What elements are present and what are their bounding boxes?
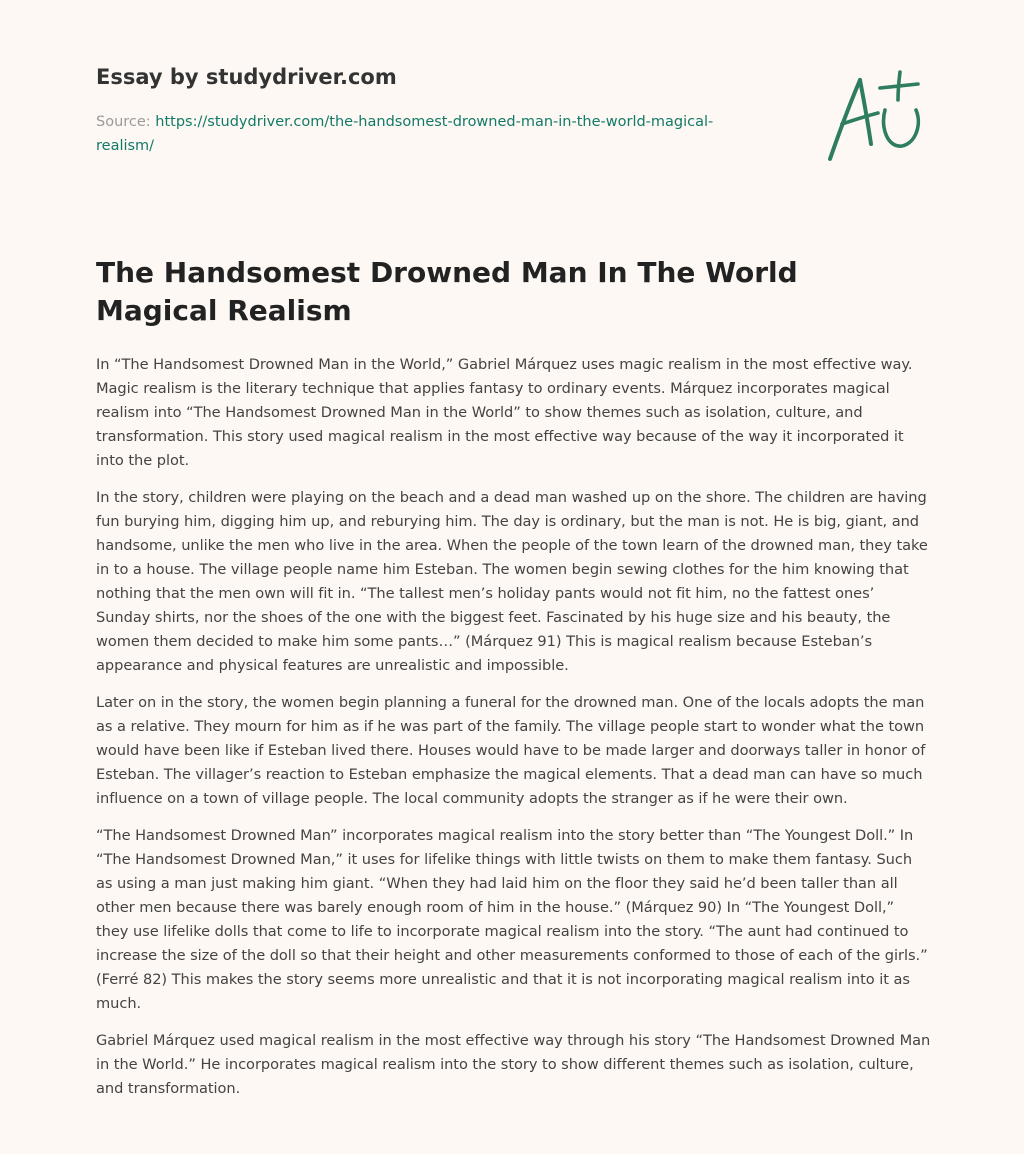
paragraph: Gabriel Márquez used magical realism in the most effective way through his story “The Handsomest Drowned Man in the World.” He incorporates magical realism into the story to show different themes such as isolation, culture, and transformation. — [96, 1032, 931, 1097]
a-plus-grade-icon — [822, 66, 928, 166]
source-link[interactable]: https://studydriver.com/the-handsomest-drowned-man-in-the-world-magical-realism/ — [96, 114, 714, 154]
paragraph: Later on in the story, the women begin planning a funeral for the drowned man. One of the locals adopts the man as a relative. They mourn for him as if he was part of the family. The village people start to wonder what the town would have been like if Esteban lived there. Houses would have to be made larger and doorways taller in honor of Esteban. The villager’s reaction to Esteban emphasize the magical elements. That a dead man can have so much influence on a town of village people. The local community adopts the stranger as if he were their own. — [96, 694, 926, 807]
site-brand: Essay by studydriver.com — [96, 65, 397, 89]
page-header — [96, 62, 796, 158]
paragraph: In the story, children were playing on the beach and a dead man washed up on the shore. The children are having fun burying him, digging him up, and reburying him. The day is ordinary, but the man is not. He is big, giant, and handsome, unlike the men who live in the area. When the people of the town learn of the drowned man, they take in to a house. The village people name him Esteban. The women begin sewing clothes for the him knowing that nothing that the men own will fit in. “The tallest men’s holiday pants would not fit him, no the fattest ones’ Sunday shirts, nor the shoes of the one with the biggest feet. Fascinated by his huge size and his beauty, the women them decided to make him some pants…” (Márquez 91) This is magical realism because Esteban’s appearance and physical features are unrealistic and impossible. — [96, 489, 928, 674]
source-line — [96, 110, 746, 158]
article-title: The Handsomest Drowned Man In The World Magical Realism — [96, 256, 798, 327]
source-label: Source: — [96, 114, 156, 130]
article-body — [96, 353, 931, 1114]
paragraph: “The Handsomest Drowned Man” incorporates magical realism into the story better than “The Youngest Doll.” In “The Handsomest Drowned Man,” it uses for lifelike things with little twists on them to make them fantasy. Such as using a man just making him giant. “When they had laid him on the floor they said he’d been taller than all other men because there was barely enough room of him in the house.” (Márquez 90) In “The Youngest Doll,” they use lifelike dolls that come to life to incorporate magical realism into the story. “The aunt had continued to increase the size of the doll so that their height and other measurements conformed to those of each of the girls.” (Ferré 82) This makes the story seems more unrealistic and that it is not incorporating magical realism into it as much. — [96, 827, 928, 1012]
paragraph: In “The Handsomest Drowned Man in the World,” Gabriel Márquez uses magic realism in the most effective way. Magic realism is the literary technique that applies fantasy to ordinary events. Márquez incorporates magical realism into “The Handsomest Drowned Man in the World” to show themes such as isolation, culture, and transformation. This story used magical realism in the most effective way because of the way it incorporated it into the plot. — [96, 356, 913, 469]
